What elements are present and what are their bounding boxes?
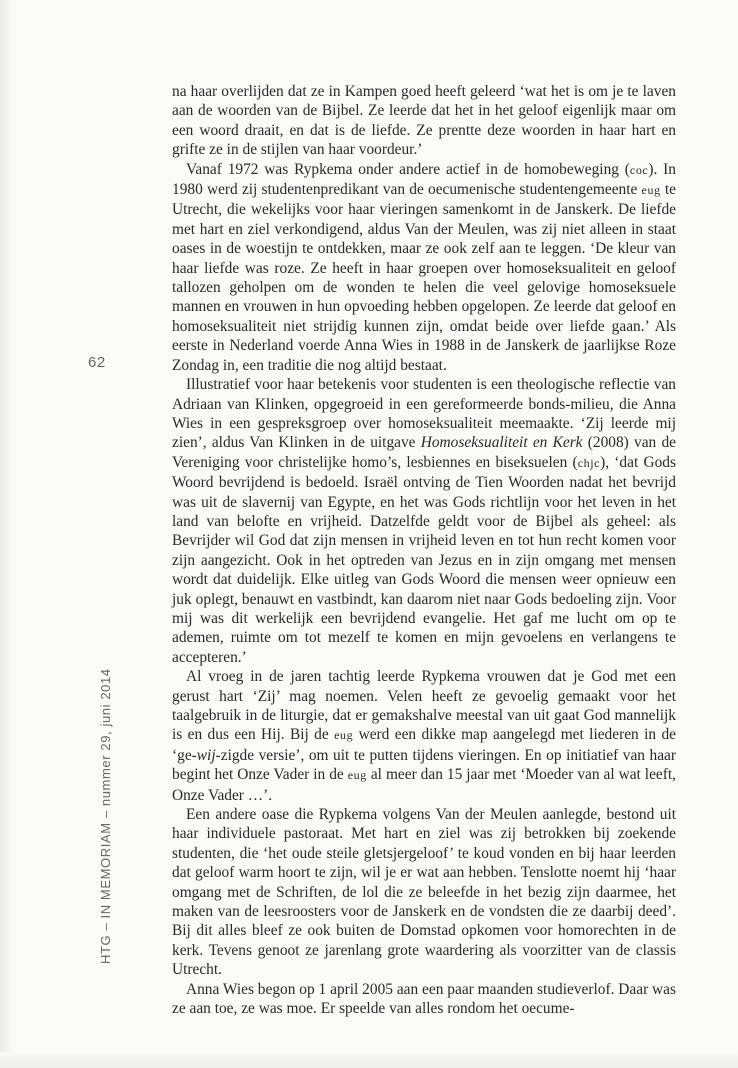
- paragraph-4: [172, 667, 676, 805]
- paragraph-1: [172, 82, 676, 160]
- paragraph-4-text-c: werd een dikke map aangelegd met liederen in de ‘ge-: [172, 726, 676, 764]
- paragraph-3: [172, 375, 676, 667]
- abbr-chjc: chjc: [577, 455, 601, 470]
- paragraph-5-text: Een andere oase die Rypkema volgens Van der Meulen aanlegde, bestond uit haar individuele pastoraat. Met hart en ziel was zij betrokken bij zoekende studenten, die ‘het oude steile gletsjergeloof’ te koud vonden en bij haar leerden dat geloof warm hoort te zijn, wil je er wat aan hebben. Tenslotte noemt hij ‘haar omgang met de Schriften, de lol die ze beleefde in het bezig zijn daarmee, het maken van de leesroosters voor de Janskerk en de vondsten die ze daarbij deed’. Bij dit alles bleef ze ook buiten de Domstad opkomen voor homorechten in de kerk. Tevens genoot ze jarenlang grote waardering als voorzitter van de classis Utrecht.: [172, 806, 676, 979]
- publication-title: Homoseksualiteit en Kerk: [420, 434, 583, 452]
- abbr-eug: eug: [347, 768, 367, 783]
- emphasis-wij: wij: [196, 746, 216, 764]
- abbr-coc: coc: [629, 162, 649, 177]
- paragraph-4-text-a: Al vroeg in de jaren tachtig leerde Rypkema vrouwen dat je God met een gerust hart ‘Zij’ mag noemen. Velen heeft ze gevoelig gemaakt voor het taalgebruik in de liturgie, dat er gemakshalve meestal van uit gaat God mannelijk is en dus een Hij. Bij de: [172, 668, 676, 744]
- body-text: [172, 82, 676, 1019]
- paragraph-5: [172, 805, 676, 980]
- paragraph-2-text-a: Vanaf 1972 was Rypkema onder andere actief in de homobeweging (: [186, 160, 630, 178]
- paragraph-2-text-e: te Utrecht, die wekelijks voor haar vieringen samenkomt in de Janskerk. De liefde met hart en ziel verkondigend, aldus Van der Meulen, was zij niet alleen in staat oases in de woestijn te ontdekken, maar ze ook zelf aan te leggen. ‘De kleur van haar liefde was roze. Ze heeft in haar groepen over homoseksualiteit en geloof tallozen geholpen om de wonden te helen die veel gelovige homoseksuele mannen en vrouwen in hun opvoeding hebben opgelopen. Ze leerde dat geloof en homoseksualiteit niet strijdig kunnen zijn, omdat beide over liefde gaan.’ Als eerste in Nederland voerde Anna Wies in 1988 in de Janskerk de jaarlijkse Roze Zondag in, een traditie die nog altijd bestaat.: [172, 181, 676, 374]
- paragraph-6-text: Anna Wies begon op 1 april 2005 aan een paar maanden studieverlof. Daar was ze aan toe, ze was moe. Er speelde van alles rondom het oecume-: [172, 980, 676, 1018]
- paragraph-3-text-a: Illustratief voor haar betekenis voor studenten is een theologische reflectie van Adriaan van Klinken, opgegroeid in een gereformeerde bonds-milieu, die Anna Wies in een gespreksgroep over homoseksualiteit meemaakte. ‘Zij leerde mij zien’, aldus Van Klinken in de uitgave: [172, 376, 676, 452]
- abbr-eug: eug: [641, 183, 661, 198]
- running-head: HTG – IN MEMORIAM – nummer 29, juni 2014: [98, 668, 113, 964]
- abbr-eug: eug: [334, 728, 354, 743]
- paragraph-6: [172, 980, 676, 1019]
- paragraph-3-text-b: (2008) van de Vereniging voor christelijke homo’s, lesbiennes en biseksuelen (: [172, 434, 676, 471]
- paragraph-1-text: na haar overlijden dat ze in Kampen goed heeft geleerd ‘wat het is om je te laven aan de woorden van de Bijbel. Ze leerde dat het in het geloof eigenlijk maar om een woord draait, en dat is de liefde. Ze prentte deze woorden in haar hart en grifte ze in de stijlen van haar voordeur.’: [172, 83, 676, 159]
- page-number: 62: [88, 354, 106, 371]
- page-edge-shadow: [0, 0, 14, 1068]
- paragraph-2: [172, 160, 676, 375]
- paragraph-3-text-d: ), ‘dat Gods Woord bevrijdend is bedoeld. Israël ontving de Tien Woorden nadat het bevrijd was uit de slavernij van Egypte, en het was Gods richtlijn voor het leven in het land van belofte en vrijheid. Datzelfde geldt voor de Bijbel als geheel: als Bevrijder wil God dat zijn mensen in vrijheid leven en tot hun recht komen voor zijn aangezicht. Ook in het optreden van Jezus en in zijn omgang met mensen wordt dat duidelijk. Elke uitleg van Gods Woord die mensen weer opnieuw een juk oplegt, benauwt en vastbindt, kan daarom niet naar Gods bedoeling zijn. Voor mij was dit werkelijk een bevrijdend evangelie. Het gaf me lucht om op te ademen, ruimte om tot mezelf te komen en mijn gevoelens en verlangens te accepteren.’: [172, 453, 676, 666]
- paragraph-4-text-d: -zigde versie’, om uit te putten tijdens vieringen. En op initiatief van haar begint het Onze Vader in de: [172, 746, 676, 784]
- paragraph-2-text-c: ). In 1980 werd zij studentenpredikant van de oecumenische studentengemeente: [172, 160, 676, 199]
- paragraph-4-text-f: al meer dan 15 jaar met ‘Moeder van al wat leeft, Onze Vader …’.: [172, 766, 676, 804]
- page-bottom-shadow: [0, 1052, 738, 1068]
